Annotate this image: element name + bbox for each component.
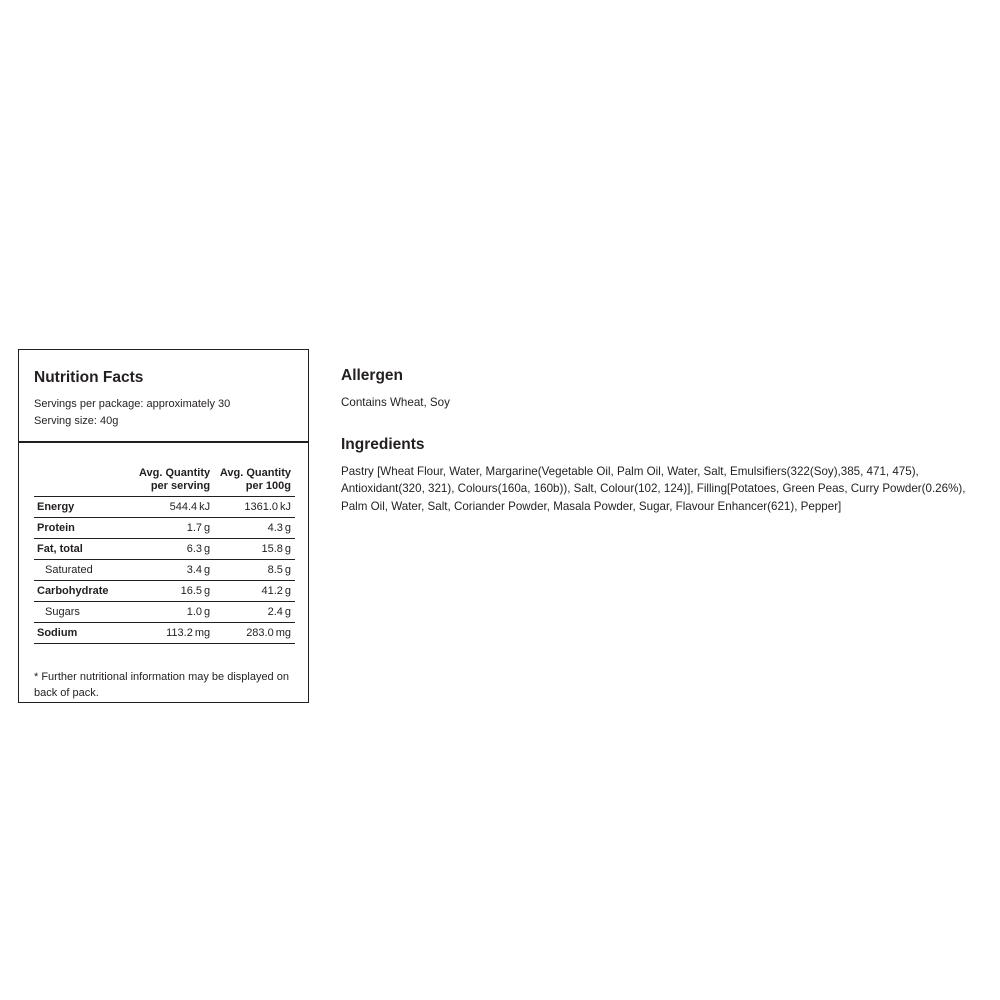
- saturated-per-100g: [214, 560, 295, 581]
- nutrition-header: [19, 350, 308, 443]
- header-per-100g-line1: Avg. Quantity: [219, 467, 291, 479]
- energy-per-100g: [214, 497, 295, 518]
- row-name-sodium: Sodium: [34, 623, 138, 644]
- table-row: [34, 602, 295, 623]
- unit: g: [204, 585, 211, 597]
- unit: g: [284, 543, 291, 555]
- unit: g: [284, 522, 291, 534]
- table-row: [34, 539, 295, 560]
- value: 283.0: [246, 627, 274, 639]
- ingredients-line-2: Antioxidant(320, 321), Colours(160a, 160b)), Salt, Colour(102, 124)], Filling[Potatoes, Green Peas, Curry Powder(0.26%),: [341, 482, 966, 495]
- row-name-sugars: Sugars: [34, 602, 138, 623]
- header-per-100g: [214, 467, 295, 497]
- table-header-row: [34, 467, 295, 497]
- value: 113.2: [166, 627, 193, 639]
- value: 8.5: [267, 564, 283, 576]
- header-per-serving-line2: per serving: [150, 479, 211, 492]
- header-per-serving: [138, 467, 214, 497]
- value: 6.3: [186, 543, 202, 555]
- energy-per-serving: [138, 497, 214, 518]
- value: 15.8: [261, 543, 283, 555]
- table-row: [34, 623, 295, 644]
- carbohydrate-per-serving: [138, 581, 214, 602]
- value: 1361.0: [244, 501, 278, 513]
- ingredients-text: [341, 463, 991, 516]
- nutrition-table-wrap: [19, 443, 308, 644]
- header-per-100g-line2: per 100g: [245, 479, 291, 492]
- protein-per-serving: [138, 518, 214, 539]
- row-name-protein: Protein: [34, 518, 138, 539]
- value: 3.4: [186, 564, 202, 576]
- table-row: [34, 581, 295, 602]
- unit: g: [284, 564, 291, 576]
- ingredients-line-3: Palm Oil, Water, Salt, Coriander Powder, Masala Powder, Sugar, Flavour Enhancer(621), Pepper]: [341, 499, 842, 513]
- nutrition-table: [34, 467, 295, 644]
- ingredients-title: Ingredients: [341, 435, 425, 453]
- row-name-energy: Energy: [34, 497, 138, 518]
- unit: mg: [194, 627, 211, 639]
- unit: g: [204, 522, 211, 534]
- table-row: [34, 518, 295, 539]
- fat-total-per-100g: [214, 539, 295, 560]
- value: 4.3: [267, 522, 283, 534]
- unit: g: [204, 564, 211, 576]
- unit: g: [204, 543, 211, 555]
- unit: kJ: [280, 501, 291, 513]
- value: 16.5: [180, 585, 202, 597]
- sugars-per-serving: [138, 602, 214, 623]
- protein-per-100g: [214, 518, 295, 539]
- value: 1.7: [186, 522, 202, 534]
- row-name-saturated: Saturated: [34, 560, 138, 581]
- row-name-carbohydrate: Carbohydrate: [34, 581, 138, 602]
- unit: g: [204, 606, 211, 618]
- product-info-column: [341, 366, 991, 515]
- table-row: [34, 560, 295, 581]
- sodium-per-100g: [214, 623, 295, 644]
- unit: mg: [275, 627, 291, 639]
- ingredients-line-1: Pastry [Wheat Flour, Water, Margarine(Vegetable Oil, Palm Oil, Water, Salt, Emulsifiers(322(Soy),385, 471, 475),: [341, 464, 919, 478]
- allergen-title: Allergen: [341, 367, 404, 384]
- value: 2.4: [267, 606, 283, 618]
- servings-per-package: Servings per package: approximately 30: [34, 398, 231, 410]
- value: 41.2: [261, 585, 283, 597]
- value: 1.0: [186, 606, 202, 618]
- nutrition-facts-panel: [18, 349, 309, 703]
- row-name-fat-total: Fat, total: [34, 539, 138, 560]
- table-row: [34, 497, 295, 518]
- saturated-per-serving: [138, 560, 214, 581]
- allergen-text: Contains Wheat, Soy: [341, 396, 450, 409]
- nutrition-title: Nutrition Facts: [34, 369, 144, 386]
- fat-total-per-serving: [138, 539, 214, 560]
- header-per-serving-line1: Avg. Quantity: [139, 467, 211, 479]
- carbohydrate-per-100g: [214, 581, 295, 602]
- nutrition-footnote: * Further nutritional information may be displayed on back of pack.: [34, 671, 289, 699]
- unit: kJ: [199, 501, 211, 513]
- sodium-per-serving: [138, 623, 214, 644]
- value: 544.4: [169, 501, 198, 513]
- header-blank: [34, 467, 138, 497]
- serving-size: Serving size: 40g: [34, 415, 119, 427]
- unit: g: [284, 585, 291, 597]
- unit: g: [284, 606, 291, 618]
- sugars-per-100g: [214, 602, 295, 623]
